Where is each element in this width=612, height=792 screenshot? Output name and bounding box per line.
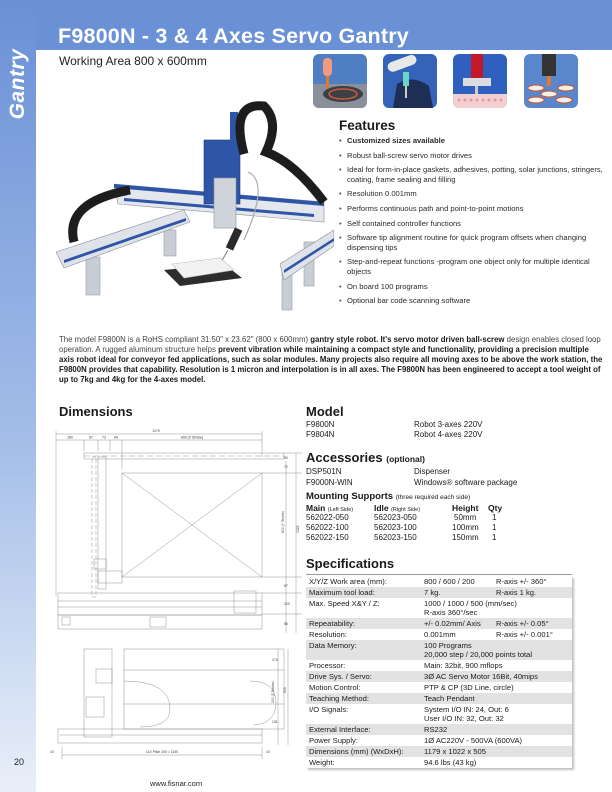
spec-row — [306, 693, 572, 704]
spec-value: 1000 / 1000 / 500 (mm/sec) — [424, 599, 517, 608]
feature-item: • Resolution 0.001mm — [339, 189, 609, 199]
spec-row — [306, 618, 572, 629]
spec-label: Resolution: — [309, 630, 347, 639]
dim-side-bottom: 131 — [272, 720, 278, 724]
dim-seg3: 73 — [102, 435, 106, 440]
description-part: gantry style robot. It's servo motor driven ball-screw — [310, 335, 505, 344]
description-part: design enables closed loop operation. A rugged aluminum structure helps — [59, 335, 601, 354]
col-main-label: Main — [306, 503, 326, 513]
spec-extra: R-axis +/- 0.001° — [496, 630, 553, 639]
spec-row — [306, 704, 572, 724]
dim-x-stroke: 800 (X Stroke) — [181, 435, 203, 440]
spec-row — [306, 587, 572, 598]
description-part: prevent vibration while maintaining a compact style and functionality, providing a precision multiple axis robot ideal for conveyor fed applications, such as solar modules. Many projects also require all moving axes to be above the work station, the F9800N provides that capability. Resolution is 1 micron and interpolation is in all axes. The F9800N has been engineered to accept a tool weight of up to 7kg and 4kg for the 4-axes model. — [59, 345, 603, 384]
spec-label: Teaching Method: — [309, 694, 369, 703]
specifications-divider — [306, 574, 572, 575]
specifications-table — [306, 576, 572, 768]
feature-item: • Ideal for form-in-place gaskets, adhesives, potting, solar junctions, stringers, coating, frame sealing and filling — [339, 165, 609, 184]
dimensions-heading: Dimensions — [59, 404, 133, 419]
spec-value: 7 kg. — [424, 588, 441, 597]
product-description — [59, 335, 605, 385]
feature-item: • Self contained controller functions — [339, 219, 609, 229]
spec-value: 1179 x 1022 x 505 — [424, 747, 486, 756]
website-link[interactable]: www.fisnar.com — [150, 779, 203, 788]
dim-seg4: 64 — [114, 435, 118, 440]
spec-value: Main: 32bit, 900 mflops — [424, 661, 503, 670]
col-qty: Qty — [488, 503, 503, 513]
accessories-note: (optional) — [386, 454, 425, 464]
model-desc: Robot 4-axes 220V — [414, 430, 483, 439]
spec-value: 800 / 600 / 200 — [424, 577, 475, 586]
spec-label: Data Memory: — [309, 641, 357, 650]
col-height: Height — [452, 503, 479, 513]
description-part: The model F9800N is a RoHS compliant 31.50" x 23.62" (800 x 600mm) — [59, 335, 311, 344]
mount-main: 562022-050 — [306, 513, 349, 522]
mount-qty: 1 — [492, 533, 497, 542]
dim-pitch: 11X Pitch 100 = 1100 — [145, 750, 179, 754]
dim-r2: 72 — [284, 465, 288, 469]
feature-item: • Performs continuous path and point-to-point motions — [339, 204, 609, 214]
features-heading: Features — [339, 118, 396, 133]
spec-label: Repeatability: — [309, 619, 356, 628]
dim-seg2: 87 — [89, 435, 93, 440]
mounting-note: (three required each side) — [395, 494, 471, 501]
mount-height: 150mm — [452, 533, 479, 542]
spec-row — [306, 640, 572, 660]
page-number: 20 — [14, 757, 25, 767]
spec-value: Teach Pendant — [424, 694, 475, 703]
dim-end-left: 10 — [50, 750, 54, 754]
well-plate-dispensing-thumbnail — [453, 54, 507, 108]
model-heading: Model — [306, 404, 344, 419]
mount-idle: 562023-150 — [374, 533, 417, 542]
spec-extra: R-axis +/- 360° — [496, 577, 547, 586]
spec-row — [306, 629, 572, 640]
spec-value: +/- 0.02mm/ Axis — [424, 619, 481, 628]
spec-extra: R-axis 1 kg. — [496, 588, 537, 597]
feature-item: • Optional bar code scanning software — [339, 296, 609, 306]
mount-main: 562022-100 — [306, 523, 349, 532]
dim-overall-depth: 1022 — [296, 525, 300, 533]
col-main-note: (Left Side) — [327, 507, 354, 513]
feature-item: • On board 100 programs — [339, 282, 609, 292]
col-idle-label: Idle — [374, 503, 389, 513]
dim-side-height: 505 — [283, 687, 287, 693]
dim-overall-width: 1179 — [152, 429, 160, 433]
specifications-heading: Specifications — [306, 556, 395, 571]
gantry-robot-photo — [34, 92, 334, 332]
spec-row — [306, 735, 572, 746]
mount-qty: 1 — [492, 523, 497, 532]
model-desc: Robot 3-axes 220V — [414, 420, 483, 429]
spec-label: X/Y/Z Work area (mm): — [309, 577, 387, 586]
spec-value: 100 Programs — [424, 641, 472, 650]
col-main — [306, 503, 353, 513]
spec-label: Processor: — [309, 661, 346, 670]
accessory-code: F9000N-WIN — [306, 478, 353, 487]
page-subtitle: Working Area 800 x 600mm — [59, 54, 207, 68]
spec-label: Motion Control: — [309, 683, 361, 692]
spec-value-multi — [424, 705, 572, 723]
spec-label: Max. Speed X&Y / Z: — [309, 599, 380, 608]
features-list — [339, 136, 609, 306]
spec-value-multi — [424, 641, 572, 659]
spec-row — [306, 671, 572, 682]
spec-value-2: User I/O IN: 32, Out: 32 — [424, 714, 504, 723]
mount-height: 50mm — [454, 513, 477, 522]
col-idle — [374, 503, 420, 513]
mount-idle: 562023-100 — [374, 523, 417, 532]
spec-value: 1Ø AC220V - 500VA (600VA) — [424, 736, 523, 745]
adhesive-cartridge-thumbnail — [383, 54, 437, 108]
dim-r3: 97 — [284, 584, 288, 588]
dim-r1: 50 — [284, 456, 288, 460]
spec-label: Maximum tool load: — [309, 588, 375, 597]
dim-r4: 120 — [284, 602, 290, 606]
dim-seg1: 160 — [67, 435, 73, 440]
dim-side-top: 174 — [272, 658, 278, 662]
feature-item: • Robust ball-screw servo motor drives — [339, 151, 609, 161]
spec-row — [306, 757, 572, 768]
model-code: F9800N — [306, 420, 335, 429]
feature-item: • Software tip alignment routine for quick program offsets when changing dispensing tips — [339, 233, 609, 252]
col-idle-note: (Right Side) — [391, 507, 421, 513]
mount-qty: 1 — [492, 513, 497, 522]
spec-value: RS232 — [424, 725, 448, 734]
spec-label: I/O Signals: — [309, 705, 349, 714]
accessory-desc: Dispenser — [414, 467, 451, 476]
spec-label: External Interface: — [309, 725, 371, 734]
spec-row — [306, 746, 572, 757]
dim-y-stroke: 600 (Y Stroke) — [281, 511, 285, 533]
spec-value-multi — [424, 599, 572, 617]
spec-label: Dimensions (mm) (WxDxH): — [309, 747, 404, 756]
dimensions-drawing — [40, 421, 302, 761]
accessories-heading — [306, 450, 425, 465]
feature-item: • Step-and-repeat functions -program one object only for multiple identical objects — [339, 257, 609, 276]
feature-item: • Customized sizes available — [339, 136, 609, 146]
features-section — [339, 118, 609, 311]
spec-row — [306, 724, 572, 735]
spec-row — [306, 682, 572, 693]
spec-value: 3Ø AC Servo Motor 16Bit, 40mips — [424, 672, 538, 681]
dim-z-stroke: 200 (Z Stroke) — [271, 681, 275, 703]
spec-value-2: 20,000 step / 20,000 points total — [424, 650, 533, 659]
mounting-title: Mounting Supports — [306, 491, 394, 502]
spec-label: Drive Sys. / Servo: — [309, 672, 372, 681]
spec-value: 0.001mm — [424, 630, 456, 639]
mounting-heading — [306, 491, 470, 502]
dim-r5: 85 — [284, 622, 288, 626]
category-side-label: Gantry — [6, 48, 29, 120]
accessory-desc: Windows® software package — [414, 478, 518, 487]
accessories-title: Accessories — [306, 450, 383, 465]
mount-height: 100mm — [452, 523, 479, 532]
spec-extra: R-axis +/- 0.05° — [496, 619, 549, 628]
dim-end-right: 10 — [266, 750, 270, 754]
mount-main: 562022-150 — [306, 533, 349, 542]
mount-idle: 562023-050 — [374, 513, 417, 522]
spec-row — [306, 576, 572, 587]
spec-value: 94.6 lbs (43 kg) — [424, 758, 477, 767]
spec-label: Power Supply: — [309, 736, 358, 745]
spec-row — [306, 598, 572, 618]
spec-value: System I/O IN: 24, Out: 6 — [424, 705, 509, 714]
spec-label: Weight: — [309, 758, 335, 767]
spec-row — [306, 660, 572, 671]
page-title: F9800N - 3 & 4 Axes Servo Gantry — [58, 24, 409, 48]
spec-value: PTP & CP (3D Line, circle) — [424, 683, 514, 692]
spec-value-2: R-axis 360°/sec — [424, 608, 478, 617]
model-code: F9804N — [306, 430, 335, 439]
ring-dispensing-thumbnail — [524, 54, 578, 108]
accessory-code: DSP501N — [306, 467, 342, 476]
